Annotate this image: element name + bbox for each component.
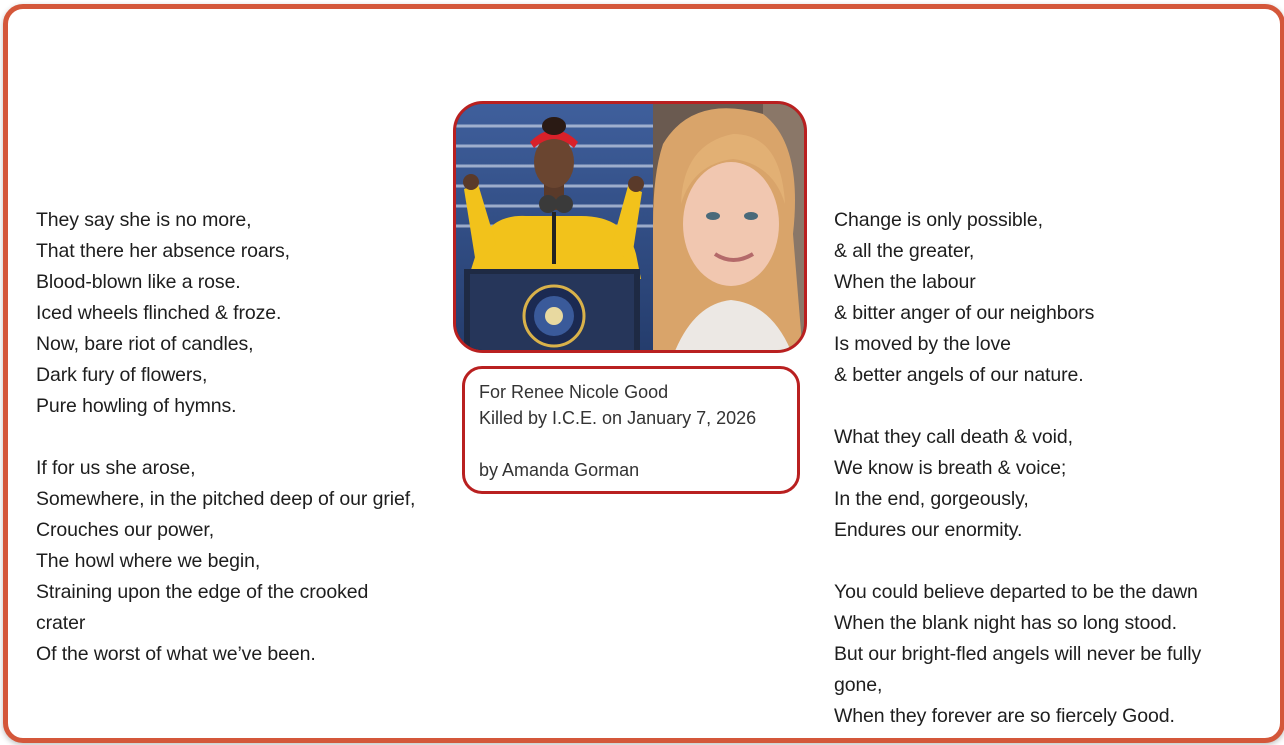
dedication-caption	[462, 366, 800, 494]
poem-line: What they call death & void,	[834, 426, 1073, 448]
poem-line: crater	[36, 612, 86, 634]
poem-line: When they forever are so fiercely Good.	[834, 705, 1175, 727]
poem-line: In the end, gorgeously,	[834, 488, 1029, 510]
poem-right-column	[834, 205, 1201, 732]
poem-line: Crouches our power,	[36, 519, 215, 541]
poem-line: Is moved by the love	[834, 333, 1011, 355]
poem-line: If for us she arose,	[36, 457, 196, 479]
poem-line: Of the worst of what we’ve been.	[36, 643, 316, 665]
poem-line: Pure howling of hymns.	[36, 395, 237, 417]
poem-line: Somewhere, in the pitched deep of our grief,	[36, 488, 416, 510]
poem-left-column	[36, 205, 415, 670]
poem-line: We know is breath & voice;	[834, 457, 1067, 479]
poem-line: You could believe departed to be the dawn	[834, 581, 1198, 603]
poem-line: Blood-blown like a rose.	[36, 271, 241, 293]
poem-line: & all the greater,	[834, 240, 975, 262]
poem-line: Change is only possible,	[834, 209, 1043, 231]
poem-line: & bitter anger of our neighbors	[834, 302, 1095, 324]
dedication-line: For Renee Nicole Good	[479, 382, 669, 402]
photo-collage	[453, 101, 807, 353]
poem-line: That there her absence roars,	[36, 240, 290, 262]
photo-portrait	[653, 104, 807, 350]
poem-line: The howl where we begin,	[36, 550, 261, 572]
poem-line: Now, bare riot of candles,	[36, 333, 254, 355]
poem-line: They say she is no more,	[36, 209, 252, 231]
photo-podium-speaker	[456, 104, 653, 350]
author-credit: by Amanda Gorman	[479, 460, 640, 480]
poem-line: Straining upon the edge of the crooked	[36, 581, 369, 603]
caption-gap	[479, 431, 783, 457]
stanza-gap	[834, 391, 1201, 422]
stanza-gap	[834, 546, 1201, 577]
poem-line: Endures our enormity.	[834, 519, 1023, 541]
poem-line: When the labour	[834, 271, 976, 293]
poem-line: Iced wheels flinched & froze.	[36, 302, 282, 324]
poem-line: But our bright-fled angels will never be fully	[834, 643, 1202, 665]
poem-line: When the blank night has so long stood.	[834, 612, 1177, 634]
dedication-detail: Killed by I.C.E. on January 7, 2026	[479, 408, 757, 428]
poem-line: gone,	[834, 674, 883, 696]
poem-line: Dark fury of flowers,	[36, 364, 208, 386]
poem-line: & better angels of our nature.	[834, 364, 1084, 386]
stanza-gap	[36, 422, 415, 453]
